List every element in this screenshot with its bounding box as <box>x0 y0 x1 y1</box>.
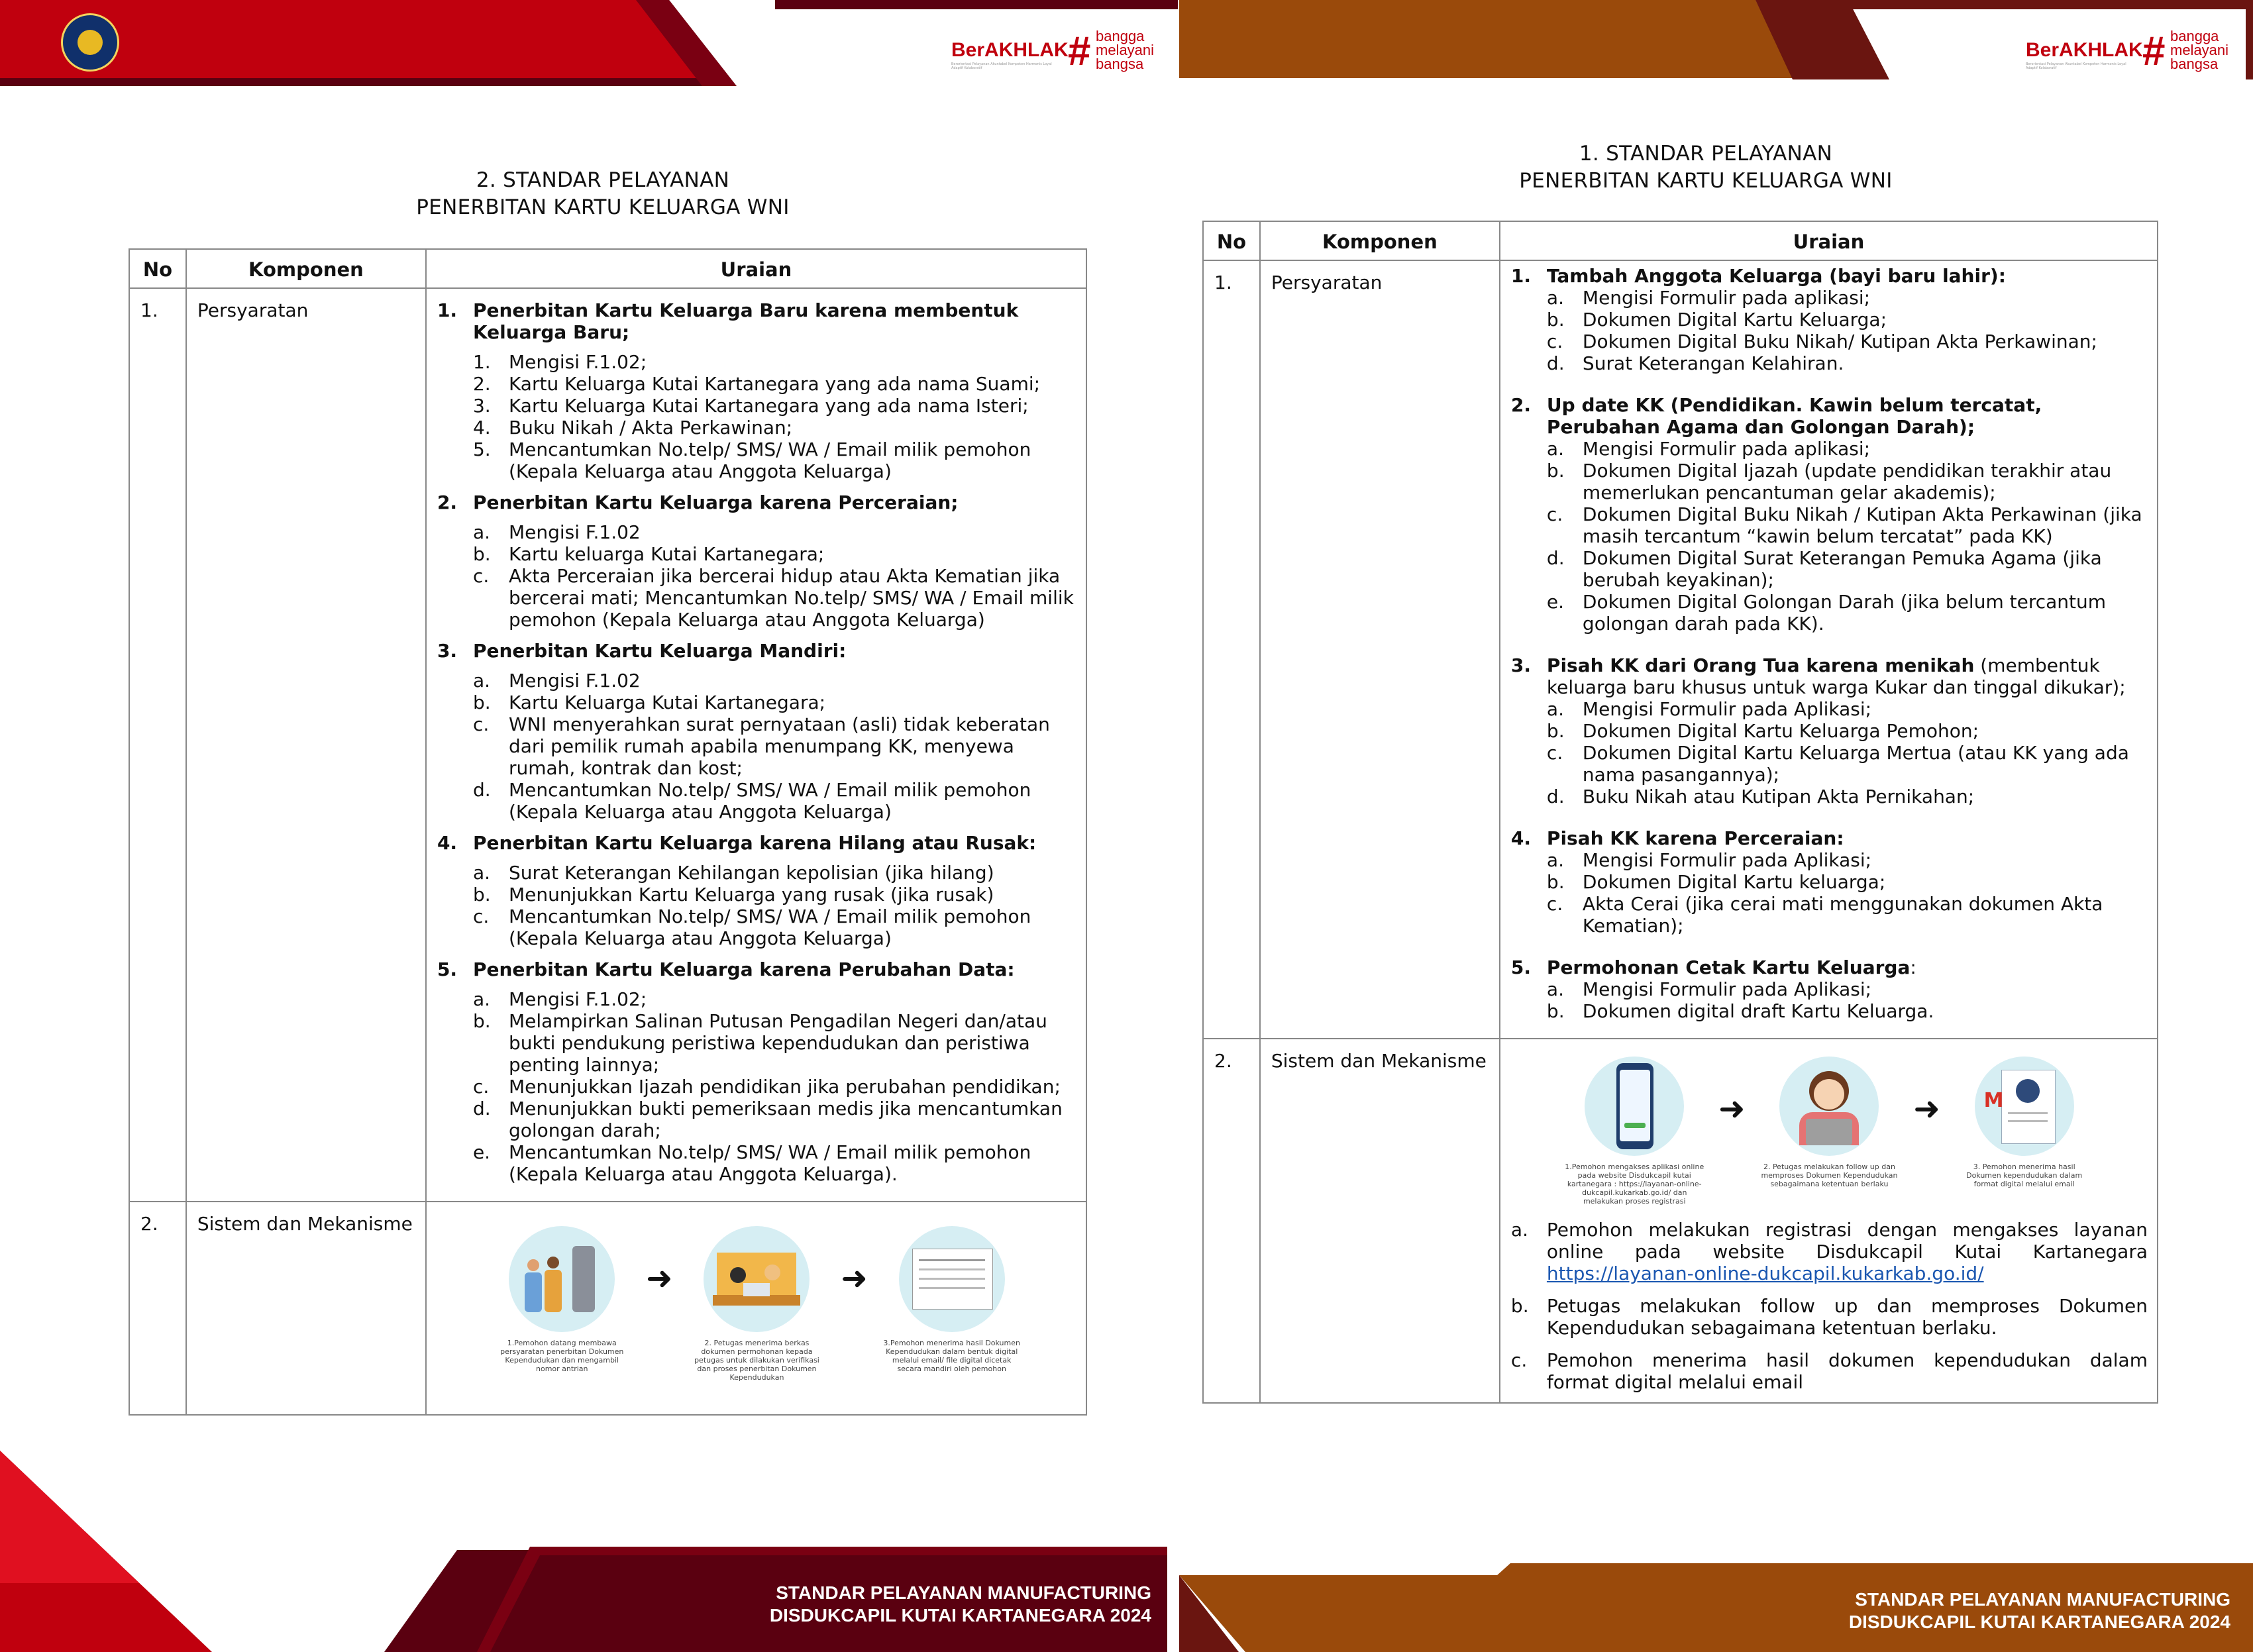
list-item <box>1511 1000 2148 1022</box>
item-text: Dokumen Digital Surat Keterangan Pemuka Agama (jika berubah keyakinan); <box>1582 547 2102 591</box>
item-text: WNI menyerahkan surat pernyataan (asli) tidak keberatan dari pemilik rumah apabila menumpang KK, menyewa rumah, kontrak dan kost; <box>508 713 1050 779</box>
item-text: Mengisi Formulir pada aplikasi; <box>1582 438 1871 460</box>
section-heading <box>437 640 1076 662</box>
mechanism-cell <box>426 1202 1086 1415</box>
section-number: 2. <box>1510 394 1532 416</box>
section-number: 1. <box>1510 265 1532 287</box>
item-marker: 1. <box>472 351 491 373</box>
mechanism-list <box>1511 1219 2148 1393</box>
item-marker: a. <box>472 988 490 1010</box>
item-marker: d. <box>472 779 491 801</box>
arrow-right-icon: ➜ <box>1913 1090 1940 1127</box>
requirement-items <box>1511 978 2148 1022</box>
section-title: Penerbitan Kartu Keluarga Baru karena membentuk Keluarga Baru; <box>472 299 1019 343</box>
section-number: 1. <box>437 299 458 321</box>
section-number: 5. <box>1510 956 1532 978</box>
list-item <box>437 713 1076 779</box>
list-item <box>437 565 1076 631</box>
list-item <box>1511 309 2148 331</box>
section-heading <box>1511 394 2148 438</box>
list-item <box>1511 742 2148 786</box>
item-text: Kartu Keluarga Kutai Kartanegara; <box>508 692 826 713</box>
item-text: Mengisi Formulir pada aplikasi; <box>1582 287 1871 309</box>
list-item <box>1511 893 2148 937</box>
section-number: 3. <box>1510 654 1532 676</box>
arrow-right-icon: ➜ <box>1718 1090 1746 1127</box>
list-item <box>437 439 1076 482</box>
section-title: Penerbitan Kartu Keluarga karena Perubahan Data: <box>472 958 1015 980</box>
item-marker: a. <box>1510 1219 1528 1241</box>
section-title-wrap <box>1547 827 1844 849</box>
kutai-kartanegara-seal-icon <box>61 13 119 72</box>
section-title: Pisah KK karena Perceraian: <box>1546 827 1844 849</box>
item-text: Buku Nikah atau Kutipan Akta Pernikahan; <box>1582 786 1975 807</box>
item-text: Kartu Keluarga Kutai Kartanegara yang ada nama Isteri; <box>508 395 1029 417</box>
section-heading <box>437 832 1076 854</box>
section-note: : <box>1910 956 1916 978</box>
table-row <box>1203 260 2158 1039</box>
section-title: Tambah Anggota Keluarga (bayi baru lahir): <box>1546 265 2006 287</box>
section-title-wrap <box>473 832 1036 854</box>
item-marker: b. <box>1510 1295 1529 1317</box>
footer-text: STANDAR PELAYANAN MANUFACTURING DISDUKCAPIL KUTAI KARTANEGARA 2024 <box>769 1582 1151 1626</box>
item-text: Menunjukkan Ijazah pendidikan jika perubahan pendidikan; <box>508 1076 1061 1098</box>
item-text: Mengisi Formulir pada Aplikasi; <box>1582 698 1872 720</box>
standard-table <box>1202 221 2158 1404</box>
requirements-list <box>1511 265 2148 1022</box>
requirement-items <box>437 670 1076 823</box>
arrow-right-icon: ➜ <box>841 1260 868 1297</box>
flow-step: 1.Pemohon mengakses aplikasi online pada website Disdukcapil kutai kartanegara : https://layanan-online-dukcapil.kukarkab.go.id/ dan melakukan proses registrasi <box>1565 1057 1704 1206</box>
table-header-row <box>1203 221 2158 260</box>
document-icon <box>899 1226 1005 1332</box>
item-marker: c. <box>1546 331 1563 352</box>
page-title: 2. STANDAR PELAYANAN PENERBITAN KARTU KELUARGA WNI <box>416 168 790 219</box>
item-text: Kartu Keluarga Kutai Kartanegara yang ada nama Suami; <box>508 373 1041 395</box>
item-marker: a. <box>472 670 490 692</box>
item-marker: a. <box>1546 287 1564 309</box>
list-item <box>1511 720 2148 742</box>
item-text: Dokumen Digital Golongan Darah (jika belum tercantum golongan darah pada KK). <box>1582 591 2107 635</box>
header-uraian: Uraian <box>426 249 1086 288</box>
section-title: Permohonan Cetak Kartu Keluarga <box>1546 956 1911 978</box>
section-heading <box>437 491 1076 513</box>
requirement-items <box>437 862 1076 949</box>
right-page <box>1179 0 2253 1652</box>
row-no: 1. <box>129 288 186 1202</box>
section-title-wrap <box>1547 265 2006 287</box>
officer-laptop-icon <box>1779 1057 1879 1156</box>
item-marker: b. <box>1546 720 1565 742</box>
footer-text: STANDAR PELAYANAN MANUFACTURING DISDUKCAPIL KUTAI KARTANEGARA 2024 <box>1848 1589 2230 1632</box>
requirement-items <box>1511 698 2148 807</box>
item-marker: c. <box>1510 1349 1528 1371</box>
item-text: Dokumen Digital Ijazah (update pendidikan terakhir atau memerlukan pencantuman gelar akademis); <box>1582 460 2112 503</box>
list-item <box>1511 287 2148 309</box>
item-marker: c. <box>472 565 490 587</box>
item-marker: c. <box>1546 742 1563 764</box>
item-text: Mengisi Formulir pada Aplikasi; <box>1582 849 1872 871</box>
item-text: Dokumen Digital Kartu keluarga; <box>1582 871 1886 893</box>
item-marker: d. <box>1546 786 1565 807</box>
list-item <box>1511 871 2148 893</box>
process-flow <box>437 1226 1076 1382</box>
item-marker: b. <box>472 884 491 905</box>
list-item <box>437 862 1076 884</box>
item-text: Mengisi F.1.02 <box>508 521 641 543</box>
header-no: No <box>129 249 186 288</box>
list-item <box>437 1010 1076 1076</box>
list-item <box>437 543 1076 565</box>
requirement-items <box>437 351 1076 482</box>
item-marker: d. <box>1546 547 1565 569</box>
requirements-cell <box>426 288 1086 1202</box>
section-heading <box>437 299 1076 343</box>
item-text: Mencantumkan No.telp/ SMS/ WA / Email milik pemohon (Kepala Keluarga atau Anggota Keluarga) <box>508 905 1031 949</box>
mechanism-text-wrap <box>1547 1349 2148 1393</box>
item-marker: a. <box>1546 849 1564 871</box>
section-title-wrap <box>473 299 1076 343</box>
item-text: Mencantumkan No.telp/ SMS/ WA / Email milik pemohon (Kepala Keluarga atau Anggota Keluarga) <box>508 439 1031 482</box>
item-text: Dokumen Digital Buku Nikah / Kutipan Akta Perkawinan (jika masih tercantum “kawin belum tercatat” pada KK) <box>1582 503 2142 547</box>
section-number: 5. <box>437 958 458 980</box>
item-text: Melampirkan Salinan Putusan Pengadilan Negeri dan/atau bukti pendukung peristiwa kependudukan dan peristiwa penting lainnya; <box>508 1010 1047 1076</box>
mechanism-item <box>1511 1295 2148 1339</box>
section-title: Penerbitan Kartu Keluarga karena Hilang atau Rusak: <box>472 832 1037 854</box>
section-title-wrap <box>1547 956 1916 978</box>
item-marker: a. <box>472 521 490 543</box>
section-number: 2. <box>437 491 458 513</box>
section-title-wrap <box>1547 394 2148 438</box>
flow-step: 3.Pemohon menerima hasil Dokumen Kependudukan dalam bentuk digital melalui email/ file digital dicetak secara mandiri oleh pemohon <box>882 1226 1022 1373</box>
section-title: Penerbitan Kartu Keluarga Mandiri: <box>472 640 847 662</box>
page-title: 1. STANDAR PELAYANAN PENERBITAN KARTU KELUARGA WNI <box>1519 142 1893 193</box>
item-text: Menunjukkan Kartu Keluarga yang rusak (jika rusak) <box>508 884 994 905</box>
section-heading <box>1511 265 2148 287</box>
item-marker: b. <box>1546 871 1565 893</box>
list-item <box>1511 698 2148 720</box>
list-item <box>437 988 1076 1010</box>
flow-step: 2. Petugas melakukan follow up dan memproses Dokumen Kependudukan sebagaimana ketentuan berlaku <box>1759 1057 1899 1188</box>
list-item <box>437 670 1076 692</box>
mechanism-text: Petugas melakukan follow up dan memproses Dokumen Kependudukan sebagaimana ketentuan berlaku. <box>1546 1295 2148 1339</box>
flow-step: 1.Pemohon datang membawa persyaratan penerbitan Dokumen Kependudukan dan mengambil nomor antrian <box>492 1226 631 1373</box>
row-komponen: Sistem dan Mekanisme <box>186 1202 426 1415</box>
section-number: 3. <box>437 640 458 662</box>
list-item <box>437 1076 1076 1098</box>
header-no: No <box>1203 221 1260 260</box>
item-marker: b. <box>1546 1000 1565 1022</box>
row-no: 2. <box>129 1202 186 1415</box>
item-text: Kartu keluarga Kutai Kartanegara; <box>508 543 825 565</box>
row-komponen: Sistem dan Mekanisme <box>1260 1039 1500 1403</box>
list-item <box>437 779 1076 823</box>
queue-people-icon <box>509 1226 615 1332</box>
requirements-cell <box>1500 260 2158 1039</box>
item-marker: c. <box>472 713 490 735</box>
list-item <box>1511 591 2148 635</box>
section-heading <box>437 958 1076 980</box>
list-item <box>437 351 1076 373</box>
list-item <box>437 905 1076 949</box>
item-text: Mencantumkan No.telp/ SMS/ WA / Email milik pemohon (Kepala Keluarga atau Anggota Keluarga). <box>508 1141 1031 1185</box>
list-item <box>1511 503 2148 547</box>
table-row <box>129 1202 1086 1415</box>
row-no: 2. <box>1203 1039 1260 1403</box>
list-item <box>1511 331 2148 352</box>
item-text: Menunjukkan bukti pemeriksaan medis jika mencantumkan golongan darah; <box>508 1098 1063 1141</box>
item-marker: 4. <box>472 417 491 439</box>
item-text: Surat Keterangan Kehilangan kepolisian (jika hilang) <box>508 862 994 884</box>
section-number: 4. <box>437 832 458 854</box>
item-text: Dokumen digital draft Kartu Keluarga. <box>1582 1000 1934 1022</box>
berakhlak-logo: BerAKHLAK Berorientasi Pelayanan Akuntabel Kompeten Harmonis Loyal Adaptif Kolaboratif # bangga melayani bangsa <box>951 28 1155 74</box>
smartphone-icon <box>1585 1057 1684 1156</box>
table-header-row <box>129 249 1086 288</box>
mechanism-item <box>1511 1219 2148 1284</box>
list-item <box>437 521 1076 543</box>
flow-step: 2. Petugas menerima berkas dokumen permohonan kepada petugas untuk dilakukan verifikasi dan proses penerbitan Dokumen Kependudukan <box>687 1226 826 1382</box>
list-item <box>437 373 1076 395</box>
list-item <box>1511 352 2148 374</box>
list-item <box>1511 438 2148 460</box>
arrow-right-icon: ➜ <box>646 1260 673 1297</box>
list-item <box>1511 786 2148 807</box>
requirements-list <box>437 299 1076 1185</box>
item-marker: e. <box>472 1141 491 1163</box>
email-document-icon: M <box>1975 1057 2074 1156</box>
table-row <box>129 288 1086 1202</box>
berakhlak-logo: BerAKHLAK Berorientasi Pelayanan Akuntabel Kompeten Harmonis Loyal Adaptif Kolaboratif # bangga melayani bangsa <box>2026 28 2229 74</box>
process-flow <box>1511 1057 2148 1206</box>
item-marker: c. <box>472 1076 490 1098</box>
item-text: Dokumen Digital Kartu Keluarga; <box>1582 309 1887 331</box>
header-komponen: Komponen <box>186 249 426 288</box>
item-text: Mencantumkan No.telp/ SMS/ WA / Email milik pemohon (Kepala Keluarga atau Anggota Keluarga) <box>508 779 1031 823</box>
list-item <box>1511 460 2148 503</box>
mechanism-text: Pemohon melakukan registrasi dengan mengakses layanan online pada website Disdukcapil Kutai Kartanegara <box>1546 1219 2148 1263</box>
list-item <box>437 1098 1076 1141</box>
section-heading <box>1511 827 2148 849</box>
section-heading <box>1511 956 2148 978</box>
item-marker: b. <box>472 543 491 565</box>
section-title-wrap <box>473 640 846 662</box>
section-title-wrap <box>473 958 1015 980</box>
header-komponen: Komponen <box>1260 221 1500 260</box>
list-item <box>1511 978 2148 1000</box>
item-text: Surat Keterangan Kelahiran. <box>1582 352 1844 374</box>
section-heading <box>1511 654 2148 698</box>
item-marker: c. <box>472 905 490 927</box>
item-text: Dokumen Digital Kartu Keluarga Mertua (atau KK yang ada nama pasangannya); <box>1582 742 2129 786</box>
requirement-items <box>437 988 1076 1185</box>
list-item <box>437 1141 1076 1185</box>
item-marker: b. <box>1546 309 1565 331</box>
list-item <box>437 692 1076 713</box>
row-no: 1. <box>1203 260 1260 1039</box>
item-marker: a. <box>1546 698 1564 720</box>
item-text: Mengisi F.1.02 <box>508 670 641 692</box>
mechanism-text-wrap <box>1547 1219 2148 1284</box>
mechanism-text-wrap <box>1547 1295 2148 1339</box>
section-title-wrap <box>473 491 959 513</box>
item-marker: c. <box>1546 503 1563 525</box>
flow-step: M 3. Pemohon menerima hasil Dokumen kependudukan dalam format digital melalui email <box>1955 1057 2094 1188</box>
requirement-items <box>1511 849 2148 937</box>
item-text: Dokumen Digital Kartu Keluarga Pemohon; <box>1582 720 1979 742</box>
item-marker: 3. <box>472 395 491 417</box>
section-number: 4. <box>1510 827 1532 849</box>
list-item <box>1511 849 2148 871</box>
list-item <box>437 884 1076 905</box>
section-title-wrap <box>1547 654 2148 698</box>
requirement-items <box>437 521 1076 631</box>
section-note: (membentuk keluarga baru khusus untuk warga Kukar dan tinggal dikukar); <box>1546 654 2126 698</box>
list-item <box>1511 547 2148 591</box>
service-link[interactable]: https://layanan-online-dukcapil.kukarkab.go.id/ <box>1546 1263 1984 1284</box>
item-text: Akta Cerai (jika cerai mati menggunakan dokumen Akta Kematian); <box>1582 893 2103 937</box>
item-marker: a. <box>1546 438 1564 460</box>
item-text: Mengisi F.1.02; <box>508 351 647 373</box>
header-uraian: Uraian <box>1500 221 2158 260</box>
item-text: Dokumen Digital Buku Nikah/ Kutipan Akta Perkawinan; <box>1582 331 2097 352</box>
section-title: Up date KK (Pendidikan. Kawin belum tercatat, Perubahan Agama dan Golongan Darah); <box>1546 394 2042 438</box>
mechanism-item <box>1511 1349 2148 1393</box>
table-row <box>1203 1039 2158 1403</box>
item-marker: b. <box>1546 460 1565 482</box>
requirement-items <box>1511 287 2148 374</box>
row-komponen: Persyaratan <box>1260 260 1500 1039</box>
list-item <box>437 417 1076 439</box>
item-marker: a. <box>472 862 490 884</box>
standard-table <box>129 248 1087 1416</box>
officer-desk-icon <box>704 1226 810 1332</box>
section-title: Pisah KK dari Orang Tua karena menikah <box>1546 654 1975 676</box>
item-text: Akta Perceraian jika bercerai hidup atau Akta Kematian jika bercerai mati; Mencantumkan No.telp/ SMS/ WA / Email milik pemohon (Kepala Keluarga atau Anggota Keluarga) <box>508 565 1074 631</box>
item-marker: d. <box>472 1098 491 1119</box>
row-komponen: Persyaratan <box>186 288 426 1202</box>
item-text: Mengisi F.1.02; <box>508 988 647 1010</box>
item-marker: 2. <box>472 373 491 395</box>
section-title: Penerbitan Kartu Keluarga karena Perceraian; <box>472 491 959 513</box>
list-item <box>437 395 1076 417</box>
mechanism-text: Pemohon menerima hasil dokumen kependudukan dalam format digital melalui email <box>1546 1349 2148 1393</box>
item-marker: e. <box>1546 591 1565 613</box>
item-marker: a. <box>1546 978 1564 1000</box>
item-marker: 5. <box>472 439 491 460</box>
mechanism-cell <box>1500 1039 2158 1403</box>
item-marker: c. <box>1546 893 1563 915</box>
item-text: Buku Nikah / Akta Perkawinan; <box>508 417 793 439</box>
requirement-items <box>1511 438 2148 635</box>
item-text: Mengisi Formulir pada Aplikasi; <box>1582 978 1872 1000</box>
item-marker: d. <box>1546 352 1565 374</box>
item-marker: b. <box>472 1010 491 1032</box>
item-marker: b. <box>472 692 491 713</box>
